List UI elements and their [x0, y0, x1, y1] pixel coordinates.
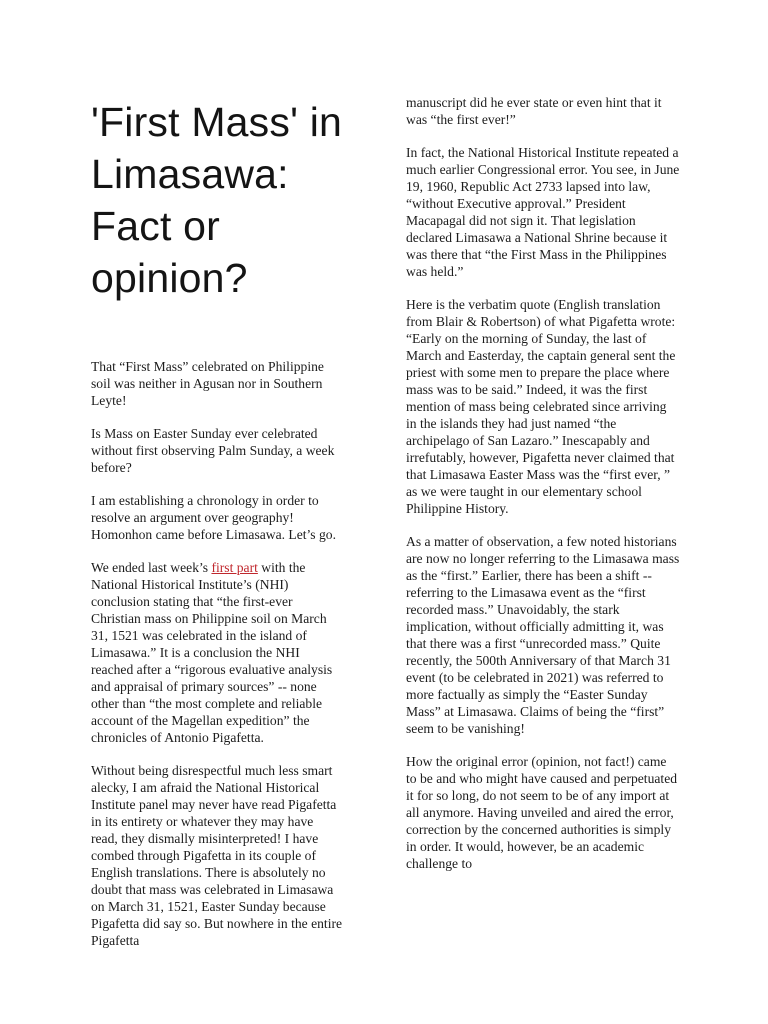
paragraph-with-link — [91, 559, 343, 746]
paragraph: Here is the verbatim quote (English translation from Blair & Robertson) of what Pigafetta wrote: “Early on the morning of Sunday, the last of March and Easterday, the captain general sent the priest with some men to prepare the place where mass was to be said.” Indeed, it was the first mention of mass being celebrated since arriving in the islands they had just named “the archipelago of San Lazaro.” Inescapably and irrefutably, however, Pigafetta never claimed that that Limasawa Easter Mass was the “first ever, ” as we were taught in our elementary school Philippine History. — [406, 297, 676, 516]
paragraph: How the original error (opinion, not fact!) came to be and who might have caused and perpetuated it for so long, do not seem to be of any import at all anymore. Having unveiled and aired the error, correction by the concerned authorities is simply in order. It would, however, be an academic challenge to — [406, 754, 678, 871]
paragraph: In fact, the National Historical Institute repeated a much earlier Congressional error. You see, in June 19, 1960, Republic Act 2733 lapsed into law, “without Executive approval.” President Macapagal did not sign it. That legislation declared Limasawa a National Shrine because it was there that “the First Mass in the Philippines was held.” — [406, 145, 680, 279]
paragraph: Is Mass on Easter Sunday ever celebrated without first observing Palm Sunday, a week before? — [91, 426, 335, 475]
paragraph: That “First Mass” celebrated on Philippine soil was neither in Agusan nor in Southern Leyte! — [91, 359, 324, 408]
article-title: 'First Mass' in Limasawa: Fact or opinion? — [91, 99, 343, 301]
left-column — [91, 96, 343, 965]
paragraph: manuscript did he ever state or even hint that it was “the first ever!” — [406, 95, 662, 127]
paragraph-text: We ended last week’s — [91, 560, 212, 575]
first-part-link[interactable]: first part — [211, 560, 258, 575]
paragraph-text: with the National Historical Institute’s (NHI) conclusion stating that “the first-ever Christian mass on Philippine soil on March 31, 1521 was celebrated in the island of Limasawa.” It is a conclusion the NHI reached after a “rigorous evaluative analysis and appraisal of primary sources” -- none other than “the most complete and reliable account of the Magellan expedition” the chronicles of Antonio Pigafetta. — [91, 560, 333, 745]
paragraph: Without being disrespectful much less smart alecky, I am afraid the National Historical Institute panel may never have read Pigafetta in its entirety or whatever they may have read, they dismally misinterpreted! I have combed through Pigafetta in its couple of English translations. There is absolutely no doubt that mass was celebrated in Limasawa on March 31, 1521, Easter Sunday because Pigafetta did say so. But nowhere in the entire Pigafetta — [91, 763, 343, 948]
paragraph: As a matter of observation, a few noted historians are now no longer referring to the Limasawa mass as the “first.” Earlier, there has been a shift -- referring to the Limasawa event as the “first recorded mass.” Unavoidably, the stark implication, without officially admitting it, was that there was a first “unrecorded mass.” Quite recently, the 500th Anniversary of that March 31 event (to be celebrated in 2021) was referred to more factually as simply the “Easter Sunday Mass” at Limasawa. Claims of being the “first” seem to be vanishing! — [406, 534, 680, 736]
right-column — [406, 94, 680, 888]
paragraph: I am establishing a chronology in order to resolve an argument over geography! Homonhon came before Limasawa. Let’s go. — [91, 493, 336, 542]
